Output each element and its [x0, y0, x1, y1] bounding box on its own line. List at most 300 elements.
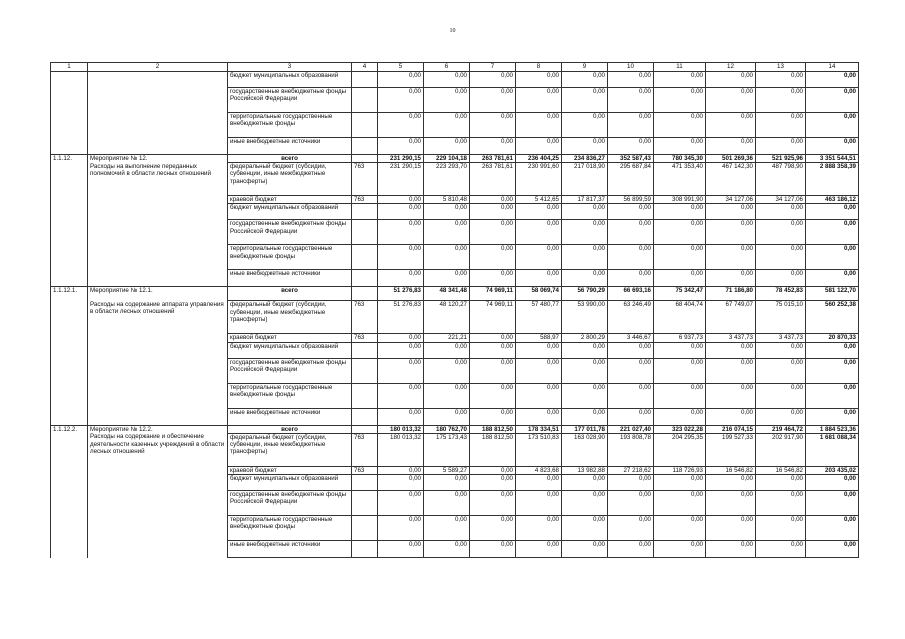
- year-value: 0,00: [424, 204, 470, 220]
- table-row: [51, 72, 859, 88]
- year-value: 0,00: [378, 88, 424, 113]
- year-value: 0,00: [706, 342, 756, 358]
- year-value: 295 687,84: [608, 163, 654, 196]
- year-value: 0,00: [562, 72, 608, 88]
- row-total: 560 252,38: [806, 301, 859, 334]
- year-value: 0,00: [654, 88, 706, 113]
- year-value: 223 293,70: [424, 163, 470, 196]
- year-value: 0,00: [756, 541, 806, 558]
- row-code: [51, 270, 88, 287]
- year-value: 0,00: [424, 113, 470, 138]
- year-value: 0,00: [654, 72, 706, 88]
- admin-code: 763: [352, 334, 378, 342]
- year-value: 34 127,06: [756, 196, 806, 204]
- admin-code: 763: [352, 196, 378, 204]
- year-value: 780 345,30: [654, 155, 706, 163]
- row-description: Мероприятие № 12.: [88, 155, 228, 163]
- year-value: 0,00: [608, 72, 654, 88]
- year-value: 0,00: [470, 196, 516, 204]
- year-value: 0,00: [378, 342, 424, 358]
- year-value: 471 353,40: [654, 163, 706, 196]
- year-value: 0,00: [706, 516, 756, 541]
- year-value: 48 341,48: [424, 287, 470, 301]
- funding-source: территориальные государственные внебюджетные фонды: [228, 516, 352, 541]
- admin-code: [352, 204, 378, 220]
- year-value: 221 027,40: [608, 425, 654, 433]
- row-description: [88, 466, 228, 474]
- year-value: 180 013,32: [378, 433, 424, 466]
- row-code: [51, 88, 88, 113]
- row-total: 0,00: [806, 358, 859, 383]
- year-value: 13 982,88: [562, 466, 608, 474]
- admin-code: [352, 541, 378, 558]
- year-value: 0,00: [608, 245, 654, 270]
- year-value: 27 218,62: [608, 466, 654, 474]
- year-value: 0,00: [756, 383, 806, 408]
- header-row: [51, 63, 859, 72]
- year-value: 63 246,49: [608, 301, 654, 334]
- admin-code: [352, 516, 378, 541]
- table-row: [51, 466, 859, 474]
- row-code: [51, 72, 88, 88]
- table-row: [51, 287, 859, 301]
- year-value: 0,00: [654, 342, 706, 358]
- row-code: 1.1.12.: [51, 155, 88, 163]
- year-value: 0,00: [706, 72, 756, 88]
- year-value: 0,00: [516, 383, 562, 408]
- year-value: 0,00: [756, 245, 806, 270]
- year-value: 0,00: [470, 475, 516, 491]
- table-row: [51, 220, 859, 245]
- year-value: 48 120,27: [424, 301, 470, 334]
- year-value: 58 069,74: [516, 287, 562, 301]
- year-value: 0,00: [608, 408, 654, 425]
- year-value: 0,00: [706, 358, 756, 383]
- year-value: 0,00: [516, 342, 562, 358]
- header-cell: 5: [378, 63, 424, 72]
- year-value: 0,00: [470, 270, 516, 287]
- year-value: 521 925,96: [756, 155, 806, 163]
- row-total: 0,00: [806, 475, 859, 491]
- year-value: 0,00: [706, 475, 756, 491]
- row-total: 0,00: [806, 88, 859, 113]
- year-value: 0,00: [516, 491, 562, 516]
- row-code: [51, 113, 88, 138]
- row-description: [88, 245, 228, 270]
- year-value: 0,00: [706, 491, 756, 516]
- admin-code: [352, 287, 378, 301]
- year-value: 0,00: [706, 138, 756, 155]
- year-value: 0,00: [562, 516, 608, 541]
- year-value: 0,00: [470, 408, 516, 425]
- year-value: 0,00: [516, 204, 562, 220]
- year-value: 0,00: [756, 72, 806, 88]
- table-row: [51, 301, 859, 334]
- year-value: 0,00: [562, 220, 608, 245]
- year-value: 4 823,68: [516, 466, 562, 474]
- year-value: 118 726,93: [654, 466, 706, 474]
- year-value: 199 527,33: [706, 433, 756, 466]
- year-value: 0,00: [756, 220, 806, 245]
- row-total: 0,00: [806, 72, 859, 88]
- year-value: 51 276,83: [378, 287, 424, 301]
- year-value: 0,00: [706, 204, 756, 220]
- year-value: 0,00: [608, 516, 654, 541]
- row-total: 1 884 523,36: [806, 425, 859, 433]
- year-value: 0,00: [378, 491, 424, 516]
- year-value: 0,00: [562, 204, 608, 220]
- year-value: 0,00: [516, 516, 562, 541]
- row-description: [88, 113, 228, 138]
- year-value: 57 480,77: [516, 301, 562, 334]
- table-row: [51, 425, 859, 433]
- year-value: 323 022,28: [654, 425, 706, 433]
- year-value: 229 104,18: [424, 155, 470, 163]
- year-value: 0,00: [378, 72, 424, 88]
- header-cell: 12: [706, 63, 756, 72]
- header-cell: 2: [88, 63, 228, 72]
- row-code: [51, 334, 88, 342]
- year-value: 5 412,65: [516, 196, 562, 204]
- row-description: [88, 72, 228, 88]
- row-total: 0,00: [806, 516, 859, 541]
- funding-source: государственные внебюджетные фонды Российской Федерации: [228, 88, 352, 113]
- funding-source: бюджет муниципальных образований: [228, 342, 352, 358]
- row-total: 0,00: [806, 138, 859, 155]
- year-value: 75 015,10: [756, 301, 806, 334]
- admin-code: [352, 270, 378, 287]
- row-code: [51, 475, 88, 491]
- row-description: [88, 220, 228, 245]
- year-value: 51 276,83: [378, 301, 424, 334]
- year-value: 0,00: [424, 138, 470, 155]
- year-value: 78 452,83: [756, 287, 806, 301]
- year-value: 0,00: [424, 220, 470, 245]
- row-description: [88, 138, 228, 155]
- year-value: 0,00: [424, 383, 470, 408]
- year-value: 0,00: [470, 541, 516, 558]
- year-value: 175 173,43: [424, 433, 470, 466]
- row-code: [51, 301, 88, 334]
- year-value: 0,00: [562, 88, 608, 113]
- funding-source: всего: [228, 155, 352, 163]
- year-value: 0,00: [562, 358, 608, 383]
- year-value: 5 589,27: [424, 466, 470, 474]
- year-value: 0,00: [706, 383, 756, 408]
- year-value: 0,00: [424, 475, 470, 491]
- row-description: [88, 475, 228, 491]
- year-value: 0,00: [516, 475, 562, 491]
- row-description: Расходы на содержание аппарата управления в области лесных отношений: [88, 301, 228, 334]
- row-total: 20 870,33: [806, 334, 859, 342]
- year-value: 0,00: [516, 408, 562, 425]
- year-value: 17 817,37: [562, 196, 608, 204]
- budget-table: [50, 62, 859, 558]
- year-value: 163 028,90: [562, 433, 608, 466]
- year-value: 68 404,74: [654, 301, 706, 334]
- year-value: 0,00: [608, 491, 654, 516]
- year-value: 0,00: [424, 541, 470, 558]
- year-value: 0,00: [756, 358, 806, 383]
- year-value: 0,00: [378, 245, 424, 270]
- year-value: 74 969,11: [470, 301, 516, 334]
- year-value: 0,00: [654, 138, 706, 155]
- row-total: 2 888 358,39: [806, 163, 859, 196]
- year-value: 0,00: [516, 270, 562, 287]
- table-row: [51, 342, 859, 358]
- year-value: 0,00: [562, 138, 608, 155]
- row-code: [51, 220, 88, 245]
- funding-source: федеральный бюджет (субсидии, субвенции, иные межбюджетные трансферты): [228, 163, 352, 196]
- funding-source: федеральный бюджет (субсидии, субвенции, иные межбюджетные трансферты): [228, 433, 352, 466]
- year-value: 501 269,36: [706, 155, 756, 163]
- year-value: 0,00: [516, 245, 562, 270]
- year-value: 0,00: [608, 342, 654, 358]
- funding-source: краевой бюджет: [228, 466, 352, 474]
- funding-source: территориальные государственные внебюджетные фонды: [228, 113, 352, 138]
- row-code: [51, 491, 88, 516]
- year-value: 0,00: [756, 138, 806, 155]
- year-value: 0,00: [516, 88, 562, 113]
- year-value: 16 546,82: [756, 466, 806, 474]
- year-value: 0,00: [470, 204, 516, 220]
- year-value: 71 186,80: [706, 287, 756, 301]
- row-code: [51, 466, 88, 474]
- year-value: 53 990,00: [562, 301, 608, 334]
- row-code: [51, 163, 88, 196]
- year-value: 0,00: [706, 88, 756, 113]
- year-value: 0,00: [756, 204, 806, 220]
- table-row: [51, 541, 859, 558]
- year-value: 0,00: [654, 358, 706, 383]
- admin-code: [352, 138, 378, 155]
- year-value: 0,00: [378, 475, 424, 491]
- year-value: 0,00: [378, 516, 424, 541]
- year-value: 0,00: [378, 270, 424, 287]
- year-value: 0,00: [424, 408, 470, 425]
- admin-code: [352, 88, 378, 113]
- year-value: 0,00: [516, 220, 562, 245]
- year-value: 0,00: [756, 270, 806, 287]
- funding-source: территориальные государственные внебюджетные фонды: [228, 245, 352, 270]
- year-value: 0,00: [608, 475, 654, 491]
- header-cell: 9: [562, 63, 608, 72]
- row-description: [88, 196, 228, 204]
- year-value: 193 808,78: [608, 433, 654, 466]
- funding-source: бюджет муниципальных образований: [228, 204, 352, 220]
- table-row: [51, 113, 859, 138]
- header-cell: 13: [756, 63, 806, 72]
- year-value: 188 812,50: [470, 425, 516, 433]
- row-description: [88, 408, 228, 425]
- row-code: [51, 245, 88, 270]
- table-row: [51, 163, 859, 196]
- year-value: 0,00: [608, 358, 654, 383]
- year-value: 177 011,78: [562, 425, 608, 433]
- year-value: 219 464,72: [756, 425, 806, 433]
- row-total: 581 122,70: [806, 287, 859, 301]
- year-value: 0,00: [516, 541, 562, 558]
- table-row: [51, 138, 859, 155]
- header-cell: 3: [228, 63, 352, 72]
- year-value: 467 142,30: [706, 163, 756, 196]
- table-row: [51, 245, 859, 270]
- year-value: 0,00: [756, 475, 806, 491]
- year-value: 0,00: [470, 334, 516, 342]
- row-total: 0,00: [806, 245, 859, 270]
- table-row: [51, 475, 859, 491]
- year-value: 0,00: [424, 342, 470, 358]
- year-value: 263 781,61: [470, 155, 516, 163]
- row-total: 1 681 088,34: [806, 433, 859, 466]
- year-value: 0,00: [424, 88, 470, 113]
- year-value: 0,00: [608, 383, 654, 408]
- admin-code: [352, 358, 378, 383]
- year-value: 202 917,90: [756, 433, 806, 466]
- year-value: 0,00: [654, 245, 706, 270]
- header-cell: 4: [352, 63, 378, 72]
- year-value: 0,00: [470, 491, 516, 516]
- year-value: 216 074,15: [706, 425, 756, 433]
- year-value: 0,00: [378, 138, 424, 155]
- year-value: 0,00: [756, 342, 806, 358]
- year-value: 0,00: [470, 72, 516, 88]
- year-value: 0,00: [756, 113, 806, 138]
- header-cell: 8: [516, 63, 562, 72]
- header-cell: 11: [654, 63, 706, 72]
- year-value: 0,00: [654, 113, 706, 138]
- row-description: Мероприятие № 12.1.: [88, 287, 228, 301]
- year-value: 0,00: [608, 270, 654, 287]
- year-value: 0,00: [562, 491, 608, 516]
- year-value: 56 790,29: [562, 287, 608, 301]
- year-value: 0,00: [470, 466, 516, 474]
- row-code: [51, 408, 88, 425]
- table-row: [51, 88, 859, 113]
- admin-code: [352, 342, 378, 358]
- year-value: 221,21: [424, 334, 470, 342]
- year-value: 588,97: [516, 334, 562, 342]
- row-description: Расходы на выполнение переданных полномочий в области лесных отношений: [88, 163, 228, 196]
- year-value: 0,00: [516, 358, 562, 383]
- year-value: 0,00: [706, 220, 756, 245]
- row-total: 0,00: [806, 113, 859, 138]
- year-value: 0,00: [470, 516, 516, 541]
- funding-source: государственные внебюджетные фонды Российской Федерации: [228, 491, 352, 516]
- year-value: 0,00: [516, 113, 562, 138]
- year-value: 0,00: [654, 220, 706, 245]
- year-value: 0,00: [756, 516, 806, 541]
- year-value: 0,00: [470, 220, 516, 245]
- funding-source: бюджет муниципальных образований: [228, 475, 352, 491]
- year-value: 0,00: [424, 516, 470, 541]
- row-code: [51, 342, 88, 358]
- year-value: 0,00: [470, 383, 516, 408]
- funding-source: всего: [228, 287, 352, 301]
- year-value: 0,00: [706, 408, 756, 425]
- year-value: 236 404,25: [516, 155, 562, 163]
- year-value: 0,00: [562, 408, 608, 425]
- row-description: [88, 358, 228, 383]
- table-row: [51, 155, 859, 163]
- year-value: 0,00: [706, 270, 756, 287]
- year-value: 230 991,60: [516, 163, 562, 196]
- year-value: 0,00: [562, 342, 608, 358]
- row-description: Расходы на содержание и обеспечение деятельности казенных учреждений в области лесных отношений: [88, 433, 228, 466]
- year-value: 0,00: [516, 138, 562, 155]
- year-value: 0,00: [756, 491, 806, 516]
- funding-source: всего: [228, 425, 352, 433]
- year-value: 56 899,59: [608, 196, 654, 204]
- year-value: 74 969,11: [470, 287, 516, 301]
- year-value: 0,00: [608, 88, 654, 113]
- funding-source: федеральный бюджет (субсидии, субвенции, иные межбюджетные трансферты): [228, 301, 352, 334]
- row-total: 0,00: [806, 383, 859, 408]
- year-value: 0,00: [470, 138, 516, 155]
- table-row: [51, 516, 859, 541]
- header-cell: 10: [608, 63, 654, 72]
- row-total: 0,00: [806, 491, 859, 516]
- year-value: 231 290,15: [378, 155, 424, 163]
- year-value: 178 334,51: [516, 425, 562, 433]
- year-value: 173 510,83: [516, 433, 562, 466]
- row-code: [51, 516, 88, 541]
- year-value: 16 546,82: [706, 466, 756, 474]
- year-value: 180 762,70: [424, 425, 470, 433]
- year-value: 0,00: [424, 358, 470, 383]
- funding-source: краевой бюджет: [228, 196, 352, 204]
- funding-source: иные внебюджетные источники: [228, 270, 352, 287]
- year-value: 0,00: [378, 220, 424, 245]
- header-cell: 7: [470, 63, 516, 72]
- year-value: 487 798,90: [756, 163, 806, 196]
- year-value: 0,00: [562, 475, 608, 491]
- row-code: [51, 433, 88, 466]
- row-code: [51, 138, 88, 155]
- admin-code: 763: [352, 466, 378, 474]
- year-value: 0,00: [378, 383, 424, 408]
- year-value: 0,00: [470, 358, 516, 383]
- row-description: Мероприятие № 12.2.: [88, 425, 228, 433]
- year-value: 0,00: [378, 466, 424, 474]
- year-value: 0,00: [654, 475, 706, 491]
- year-value: 0,00: [608, 541, 654, 558]
- year-value: 3 437,73: [706, 334, 756, 342]
- row-description: [88, 342, 228, 358]
- row-total: 463 186,12: [806, 196, 859, 204]
- admin-code: [352, 72, 378, 88]
- admin-code: 763: [352, 433, 378, 466]
- year-value: 188 812,50: [470, 433, 516, 466]
- row-description: [88, 516, 228, 541]
- year-value: 0,00: [608, 138, 654, 155]
- year-value: 0,00: [706, 541, 756, 558]
- year-value: 0,00: [378, 408, 424, 425]
- row-description: [88, 88, 228, 113]
- row-code: [51, 358, 88, 383]
- year-value: 0,00: [654, 541, 706, 558]
- year-value: 0,00: [562, 245, 608, 270]
- admin-code: [352, 491, 378, 516]
- funding-source: иные внебюджетные источники: [228, 138, 352, 155]
- row-total: 0,00: [806, 204, 859, 220]
- year-value: 2 800,29: [562, 334, 608, 342]
- row-code: [51, 541, 88, 558]
- year-value: 67 749,07: [706, 301, 756, 334]
- row-code: [51, 383, 88, 408]
- year-value: 0,00: [654, 204, 706, 220]
- admin-code: [352, 113, 378, 138]
